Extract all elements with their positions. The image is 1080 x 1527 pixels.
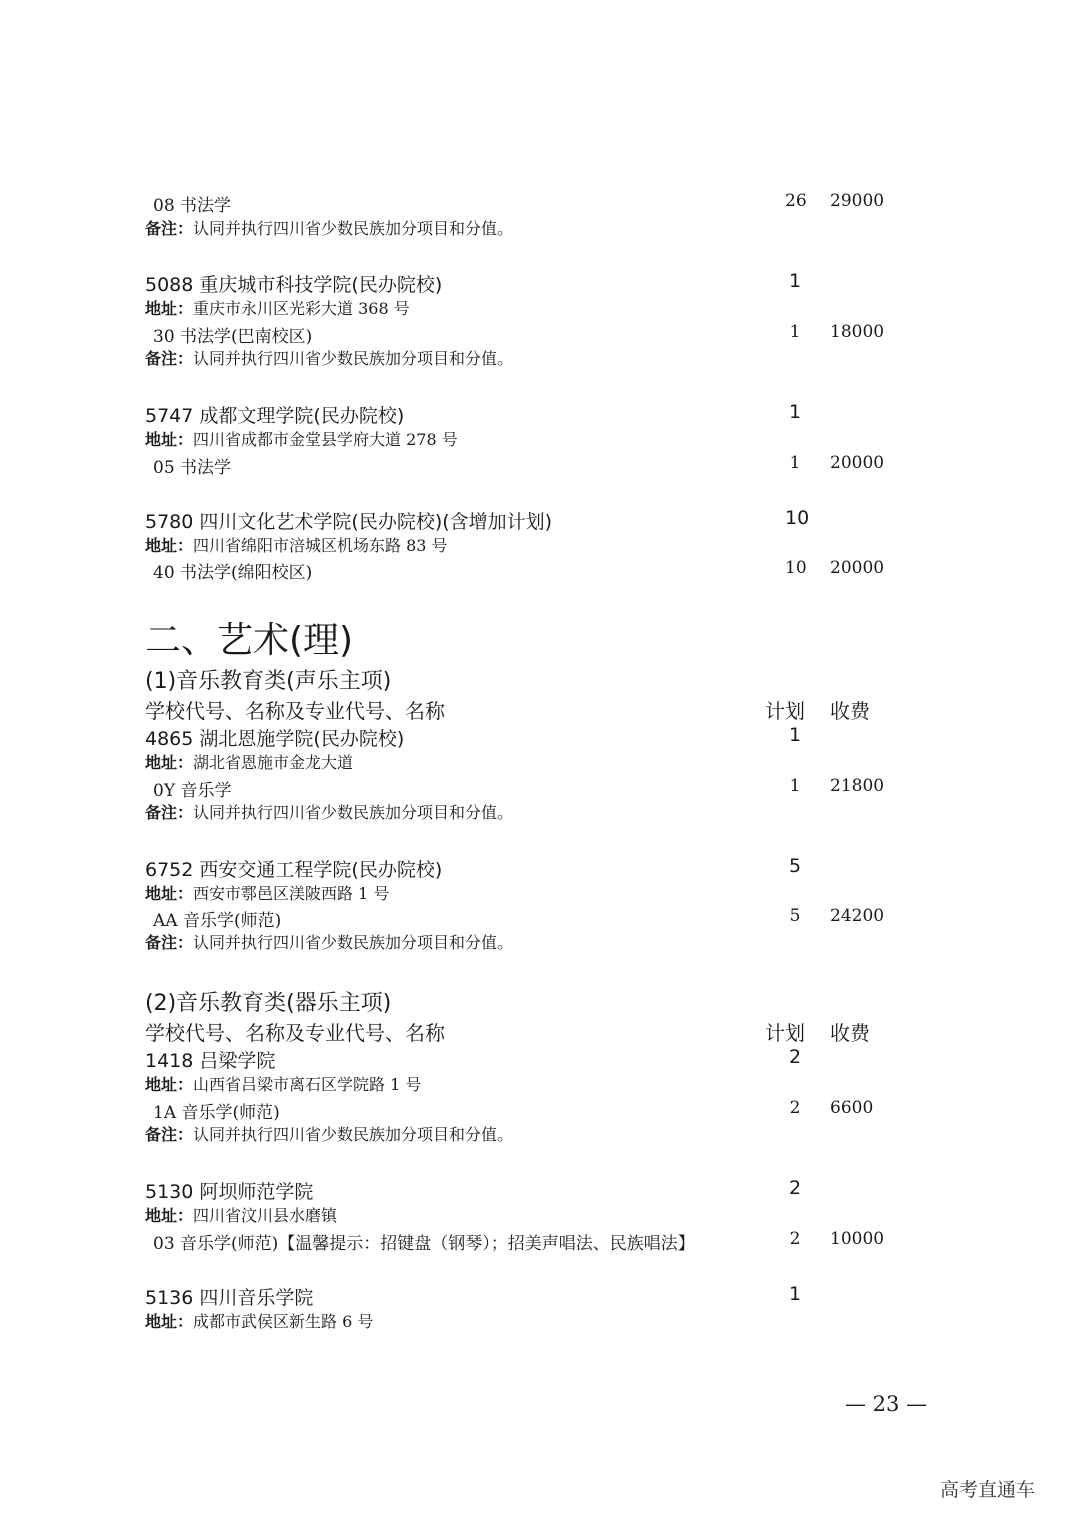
major-plan: 26 — [785, 191, 807, 211]
address-row: 地址：成都市武侯区新生路 6 号 — [145, 1312, 374, 1331]
major-row: 0Y 音乐学 1 21800 — [153, 776, 885, 801]
school-name: 5747 成都文理学院(民办院校) — [145, 405, 405, 427]
column-header: 学校代号、名称及专业代号、名称 计划 收费 — [145, 699, 870, 723]
section-title: 二、艺术(理) — [145, 620, 354, 661]
major-row: 30 书法学(巴南校区) 1 18000 — [153, 322, 885, 347]
note-row: 备注：认同并执行四川省少数民族加分项目和分值。 — [145, 1125, 514, 1144]
major-row: AA 音乐学(师范) 5 24200 — [153, 906, 885, 931]
address-row: 地址：山西省吕梁市离石区学院路 1 号 — [145, 1075, 422, 1094]
school-row: 5130 阿坝师范学院 2 — [145, 1177, 802, 1203]
school-name: 5088 重庆城市科技学院(民办院校) — [145, 274, 443, 296]
note-row: 备注：认同并执行四川省少数民族加分项目和分值。 — [145, 349, 514, 368]
major-row: 40 书法学(绵阳校区) 10 20000 — [153, 558, 885, 583]
school-row: 6752 西安交通工程学院(民办院校) 5 — [145, 855, 802, 881]
school-plan: 1 — [788, 270, 802, 292]
major-row: 03 音乐学(师范)【温馨提示：招键盘（钢琴）；招美声唱法、民族唱法】 2 10000 — [153, 1229, 885, 1254]
address-row: 地址：四川省成都市金堂县学府大道 278 号 — [145, 430, 458, 449]
school-row — [145, 270, 905, 296]
category-title: (1)音乐教育类(声乐主项) — [145, 669, 392, 694]
address-row: 地址：重庆市永川区光彩大道 368 号 — [145, 299, 410, 318]
school-name: 5780 四川文化艺术学院(民办院校)(含增加计划) — [145, 511, 553, 533]
watermark: 高考直通车 — [940, 1479, 1036, 1501]
school-row: 5780 四川文化艺术学院(民办院校)(含增加计划) 10 — [145, 507, 810, 533]
page-number: — 23 — — [845, 1392, 928, 1416]
school-row: 1418 吕梁学院 2 — [145, 1046, 802, 1072]
school-row: 4865 湖北恩施学院(民办院校) 1 — [145, 724, 802, 750]
major-row: 05 书法学 1 20000 — [153, 453, 885, 478]
note-row: 备注：认同并执行四川省少数民族加分项目和分值。 — [145, 803, 514, 822]
school-row: 5747 成都文理学院(民办院校) 1 — [145, 401, 802, 427]
school-row: 5136 四川音乐学院 1 — [145, 1283, 802, 1309]
address-row: 地址：湖北省恩施市金龙大道 — [145, 753, 354, 772]
major-label: 08 书法学 — [153, 196, 232, 216]
category-title: (2)音乐教育类(器乐主项) — [145, 991, 392, 1016]
column-header: 学校代号、名称及专业代号、名称 计划 收费 — [145, 1021, 870, 1045]
note-row: 备注：认同并执行四川省少数民族加分项目和分值。 — [145, 933, 514, 952]
note-row: 备注：认同并执行四川省少数民族加分项目和分值。 — [145, 219, 514, 238]
address-row: 地址：四川省汶川县水磨镇 — [145, 1206, 338, 1225]
major-row: 1A 音乐学(师范) 2 6600 — [153, 1098, 874, 1123]
major-fee: 29000 — [830, 191, 885, 211]
major-row — [145, 191, 905, 217]
address-row: 地址：四川省绵阳市涪城区机场东路 83 号 — [145, 536, 448, 555]
address-row: 地址：西安市鄠邑区渼陂西路 1 号 — [145, 884, 390, 903]
